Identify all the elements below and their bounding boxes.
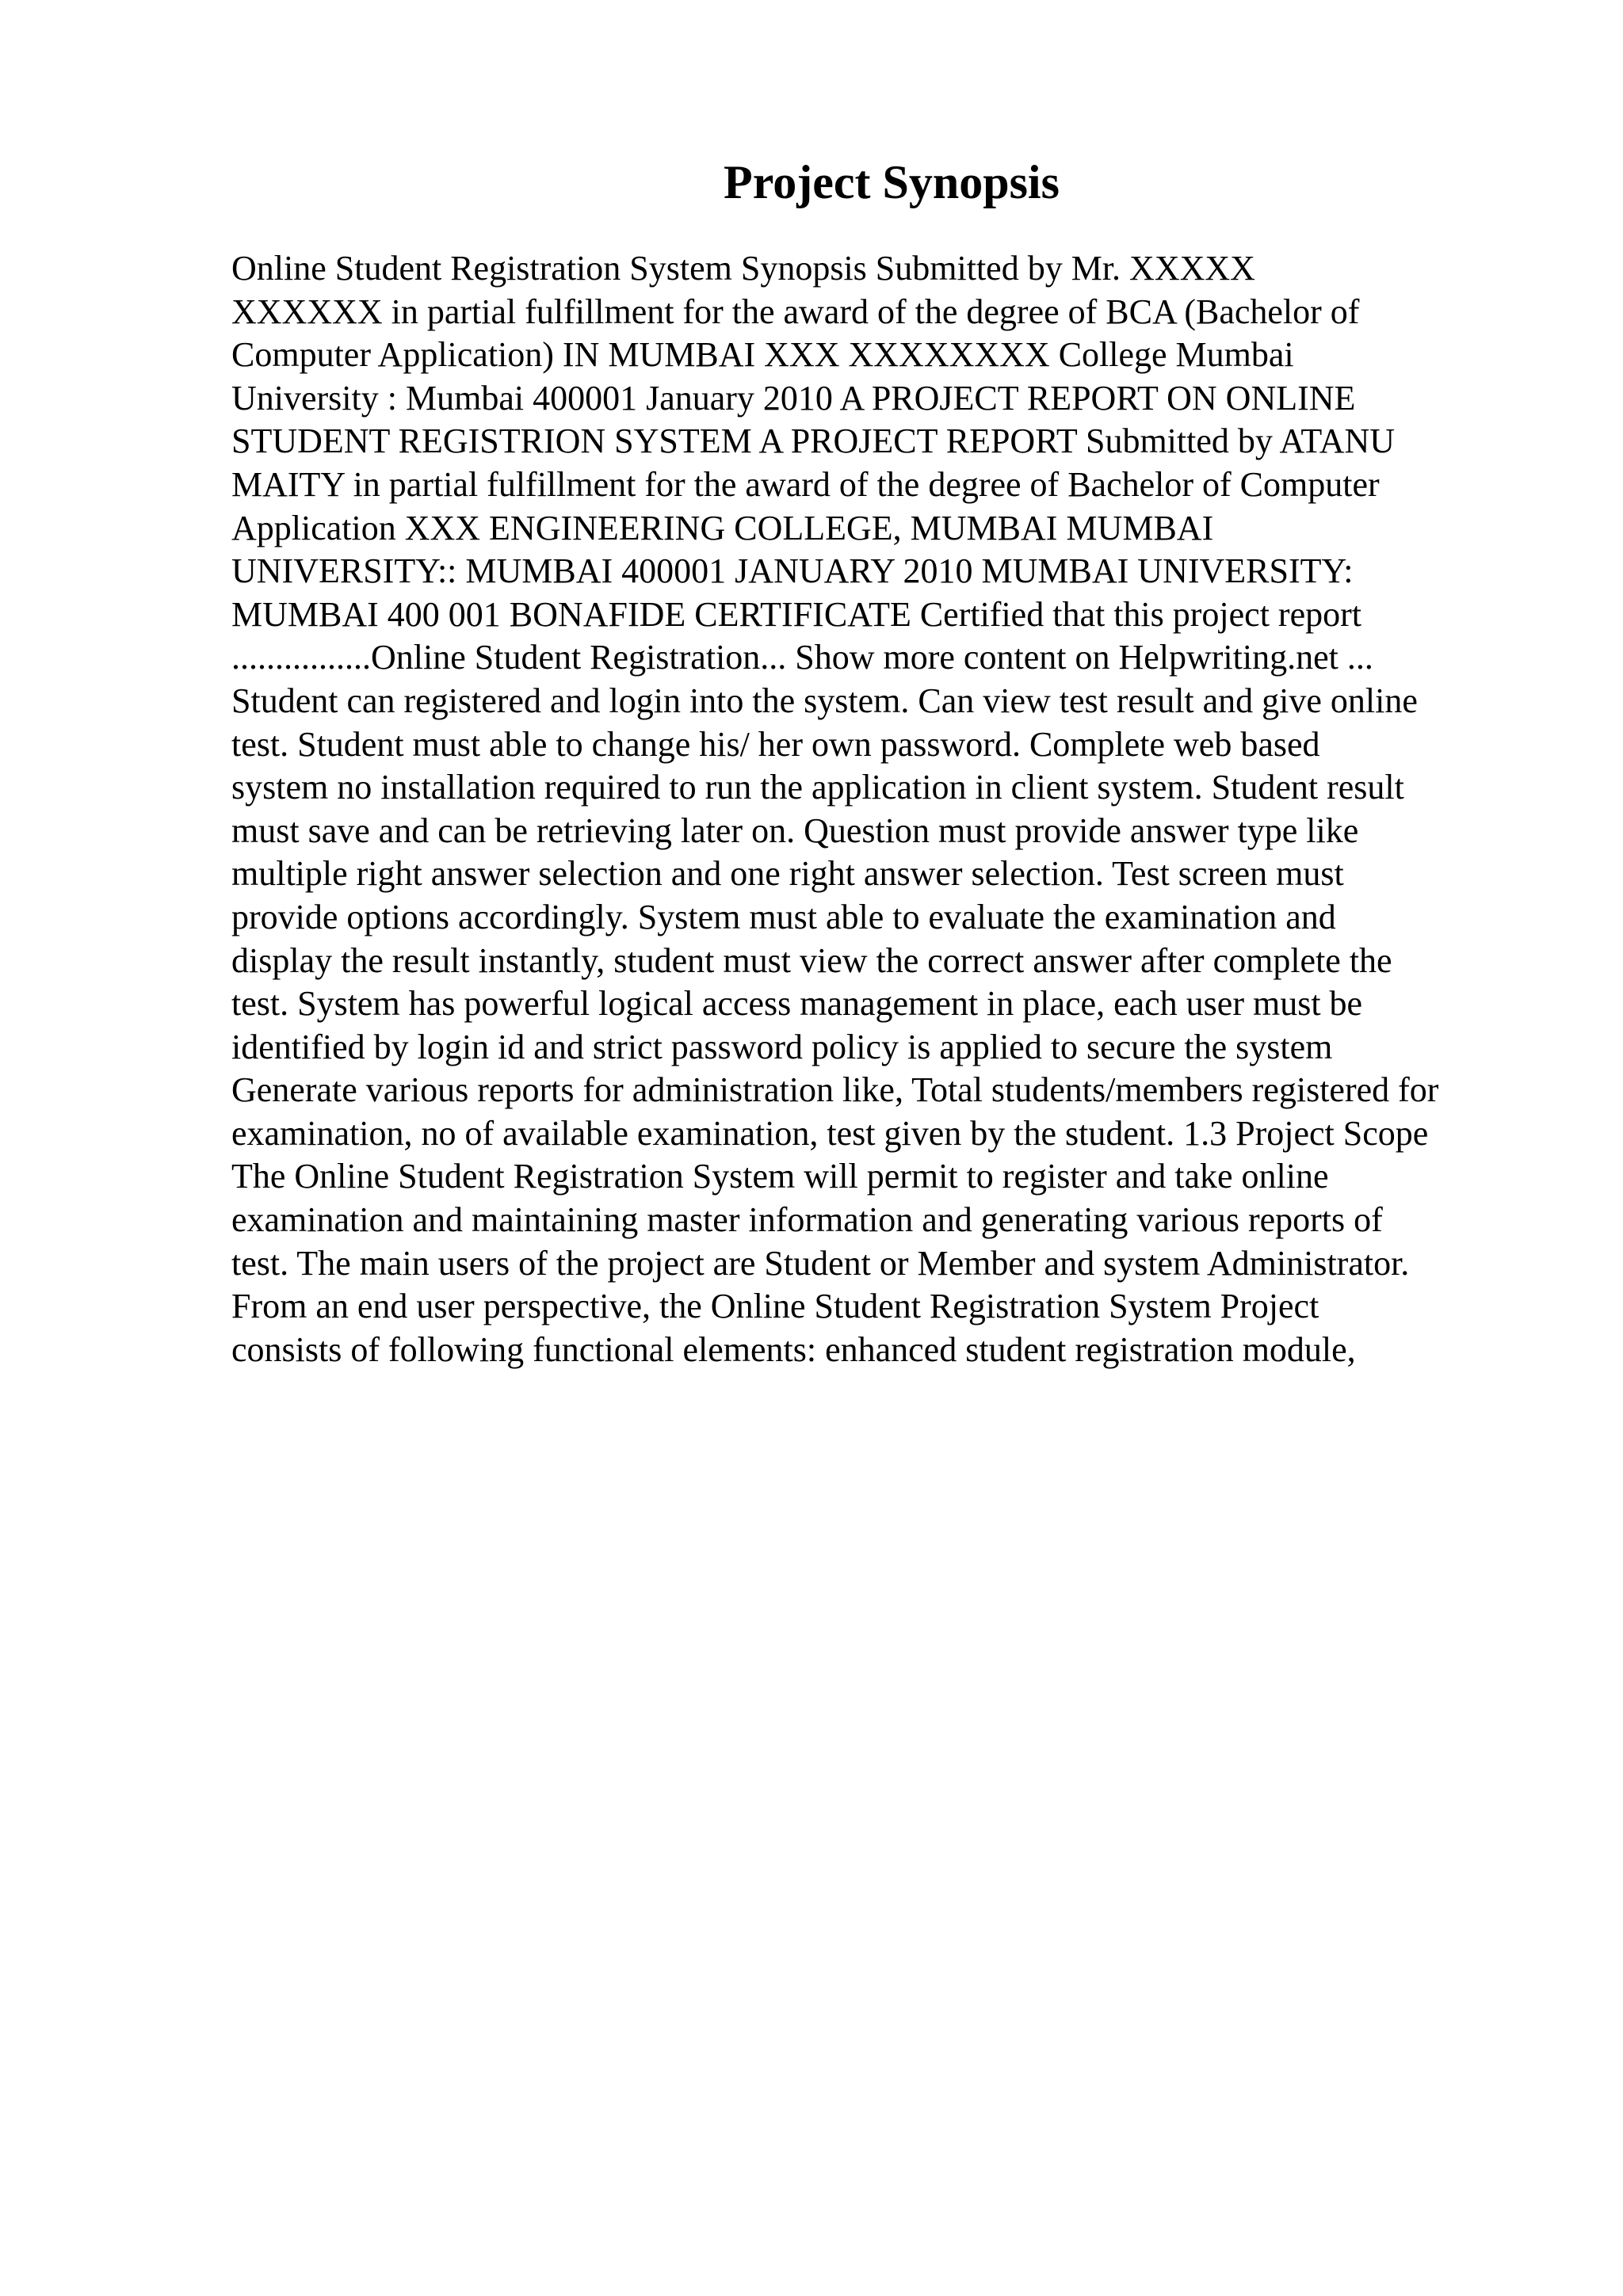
body-line: UNIVERSITY:: MUMBAI 400001 JANUARY 2010 MUMBAI UNIVERSITY: — [231, 551, 1354, 591]
body-line: MAITY in partial fulfillment for the award of the degree of Bachelor of Computer — [231, 464, 1380, 504]
document-body — [231, 247, 1610, 1371]
body-line: consists of following functional elements: enhanced student registration module, — [231, 1329, 1356, 1369]
body-line: must save and can be retrieving later on. Question must provide answer type like — [231, 810, 1359, 850]
body-line: Application XXX ENGINEERING COLLEGE, MUMBAI MUMBAI — [231, 508, 1214, 547]
body-line: display the result instantly, student must view the correct answer after complete the — [231, 940, 1392, 980]
body-line: ................Online Student Registration... Show more content on Helpwriting.net ... — [231, 638, 1373, 677]
body-line: Generate various reports for administration like, Total students/members registered for — [231, 1070, 1439, 1110]
body-line: system no installation required to run the application in client system. Student result — [231, 768, 1404, 807]
page-title: Project Synopsis — [724, 156, 1060, 208]
body-line: The Online Student Registration System will permit to register and take online — [231, 1157, 1329, 1196]
body-line: From an end user perspective, the Online Student Registration System Project — [231, 1287, 1319, 1326]
body-line: XXXXXX in partial fulfillment for the award of the degree of BCA (Bachelor of — [231, 292, 1360, 331]
body-line: multiple right answer selection and one right answer selection. Test screen must — [231, 854, 1344, 894]
body-line: test. The main users of the project are Student or Member and system Administrator. — [231, 1243, 1410, 1283]
body-line: MUMBAI 400 001 BONAFIDE CERTIFICATE Certified that this project report — [231, 594, 1361, 634]
body-line: STUDENT REGISTRION SYSTEM A PROJECT REPORT Submitted by ATANU — [231, 421, 1396, 461]
body-line: test. Student must able to change his/ her own password. Complete web based — [231, 724, 1320, 764]
body-line: test. System has powerful logical access management in place, each user must be — [231, 984, 1363, 1024]
body-line: provide options accordingly. System must able to evaluate the examination and — [231, 897, 1336, 936]
body-line: identified by login id and strict password policy is applied to secure the system — [231, 1027, 1333, 1066]
body-line: University : Mumbai 400001 January 2010 A PROJECT REPORT ON ONLINE — [231, 378, 1356, 418]
body-line: examination, no of available examination, test given by the student. 1.3 Project Scope — [231, 1113, 1429, 1153]
body-line: examination and maintaining master information and generating various reports of — [231, 1200, 1383, 1240]
body-line: Online Student Registration System Synopsis Submitted by Mr. XXXXX — [231, 249, 1255, 288]
body-line: Computer Application) IN MUMBAI XXX XXXXXXXX College Mumbai — [231, 335, 1294, 375]
body-line: Student can registered and login into the system. Can view test result and give online — [231, 681, 1418, 720]
